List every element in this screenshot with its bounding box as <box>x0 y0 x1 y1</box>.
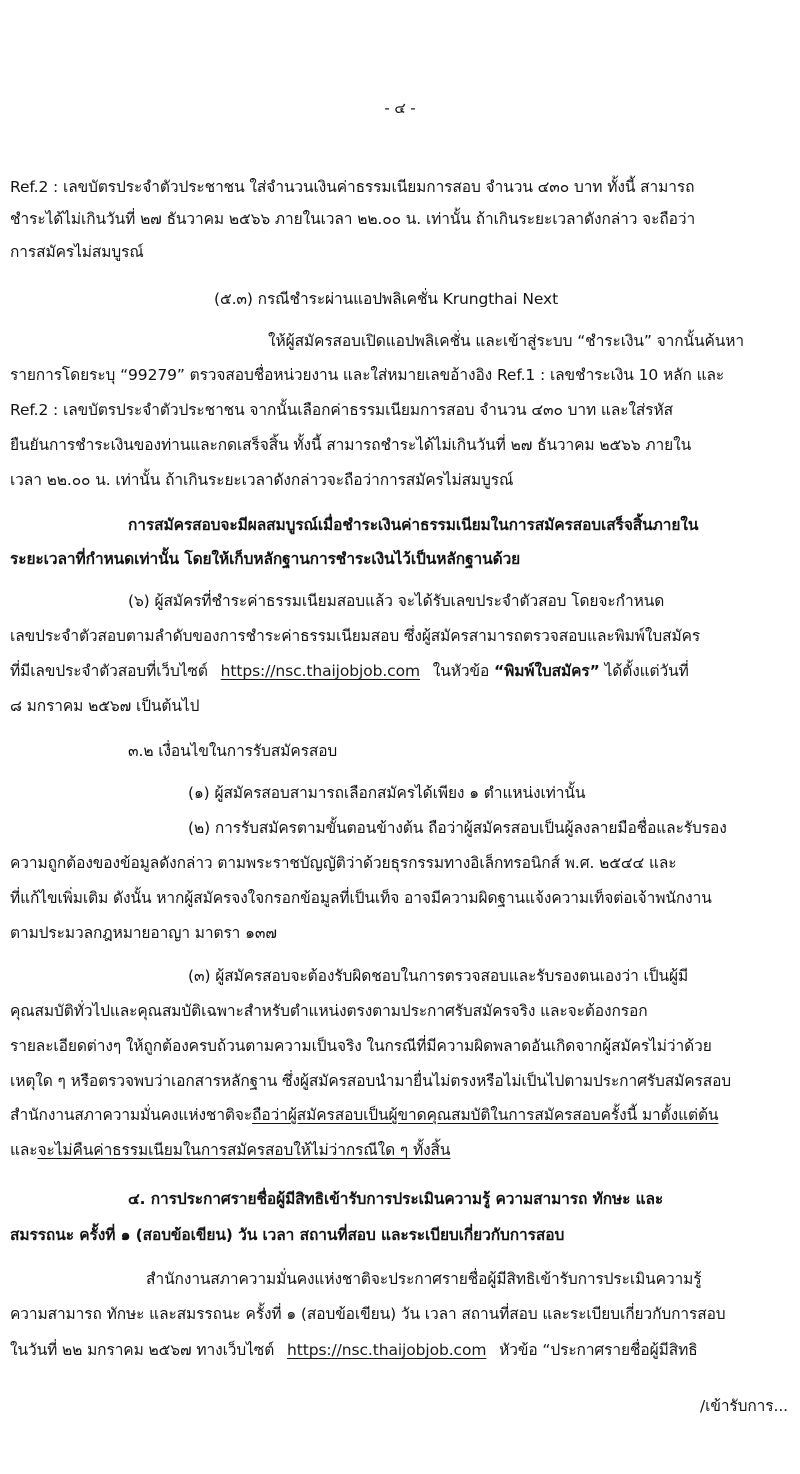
text-line: คุณสมบัติทั่วไปและคุณสมบัติเฉพาะสำหรับตำแหน่งตรงตามประกาศรับสมัครจริง และจะต้องกรอก <box>10 1002 648 1020</box>
continuation-marker: /เข้ารับการ... <box>700 1397 788 1415</box>
page-number: - ๔ - <box>384 99 416 117</box>
text-line: ให้ผู้สมัครสอบเปิดแอปพลิเคชั่น และเข้าสู่ระบบ “ชำระเงิน” จากนั้นค้นหา <box>268 332 745 350</box>
section-heading: สมรรถนะ ครั้งที่ ๑ (สอบข้อเขียน) วัน เวลา สถานที่สอบ และระเบียบเกี่ยวกับการสอบ <box>10 1226 565 1244</box>
text-line: เหตุใด ๆ หรือตรวจพบว่าเอกสารหลักฐาน ซึ่งผู้สมัครสอบนำมายื่นไม่ตรงหรือไม่เป็นไปตามประกาศรับสมัครสอบ <box>10 1072 732 1090</box>
text-segment: หัวข้อ “ประกาศรายชื่อผู้มีสิทธิ <box>499 1341 698 1359</box>
underlined-text: ถือว่าผู้สมัครสอบเป็นผู้ขาดคุณสมบัติในการสมัครสอบครั้งนี้ มาตั้งแต่ต้น <box>252 1106 719 1124</box>
text-segment: ได้ตั้งแต่วันที่ <box>604 662 689 680</box>
text-line: ชำระได้ไม่เกินวันที่ ๒๗ ธันวาคม ๒๕๖๖ ภายในเวลา ๒๒.๐๐ น. เท่านั้น ถ้าเกินระยะเวลาดังกล่าว จะถือว่า <box>10 210 696 228</box>
text-line: Ref.2 : เลขบัตรประจำตัวประชาชน ใส่จำนวนเงินค่าธรรมเนียมการสอบ จำนวน ๔๓๐ บาท ทั้งนี้ สามารถ <box>10 178 695 196</box>
text-line: ยืนยันการชำระเงินของท่านและกดเสร็จสิ้น ทั้งนี้ สามารถชำระได้ไม่เกินวันที่ ๒๗ ธันวาคม ๒๕๖๖ ภายใน <box>10 436 692 454</box>
text-line: (๖) ผู้สมัครที่ชำระค่าธรรมเนียมสอบแล้ว จะได้รับเลขประจำตัวสอบ โดยจะกำหนด <box>128 592 665 610</box>
text-segment-bold: “พิมพ์ใบสมัคร” <box>494 662 600 680</box>
text-line: เวลา ๒๒.๐๐ น. เท่านั้น ถ้าเกินระยะเวลาดังกล่าวจะถือว่าการสมัครไม่สมบูรณ์ <box>10 471 514 489</box>
website-link[interactable]: https://nsc.thaijobjob.com <box>287 1341 487 1359</box>
text-line: สำนักงานสภาความมั่นคงแห่งชาติจะประกาศรายชื่อผู้มีสิทธิเข้ารับการประเมินความรู้ <box>146 1270 702 1288</box>
underlined-text: จะไม่คืนค่าธรรมเนียมในการสมัครสอบให้ไม่ว่ากรณีใด ๆ ทั้งสิ้น <box>37 1141 451 1159</box>
text-line: การสมัครไม่สมบูรณ์ <box>10 243 144 261</box>
text-line: ความสามารถ ทักษะ และสมรรถนะ ครั้งที่ ๑ (สอบข้อเขียน) วัน เวลา สถานที่สอบ และระเบียบเกี่ยวกับการสอบ <box>10 1305 726 1323</box>
text-segment: ในวันที่ ๒๒ มกราคม ๒๕๖๗ ทางเว็บไซต์ <box>10 1341 275 1359</box>
text-line: Ref.2 : เลขบัตรประจำตัวประชาชน จากนั้นเลือกค่าธรรมเนียมการสอบ จำนวน ๔๓๐ บาท และใส่รหัส <box>10 401 673 419</box>
text-line: รายการโดยระบุ “99279” ตรวจสอบชื่อหน่วยงาน และใส่หมายเลขอ้างอิง Ref.1 : เลขชำระเงิน 10 หลัก และ <box>10 366 725 384</box>
section-heading: ๔. การประกาศรายชื่อผู้มีสิทธิเข้ารับการประเมินความรู้ ความสามารถ ทักษะ และ <box>128 1190 664 1208</box>
text-line: ความถูกต้องของข้อมูลดังกล่าว ตามพระราชบัญญัติว่าด้วยธุรกรรมทางอิเล็กทรอนิกส์ พ.ศ. ๒๕๔๔ และ <box>10 854 677 872</box>
text-line: การสมัครสอบจะมีผลสมบูรณ์เมื่อชำระเงินค่าธรรมเนียมในการสมัครสอบเสร็จสิ้นภายใน <box>128 516 699 534</box>
text-line: ระยะเวลาที่กำหนดเท่านั้น โดยให้เก็บหลักฐานการชำระเงินไว้เป็นหลักฐานด้วย <box>10 550 521 568</box>
text-line <box>10 658 800 684</box>
text-line <box>10 1337 800 1363</box>
section-heading: (๕.๓) กรณีชำระผ่านแอปพลิเคชั่น Krungthai Next <box>214 290 559 308</box>
text-line <box>10 1137 800 1163</box>
text-line <box>10 1102 800 1128</box>
text-line: ตามประมวลกฎหมายอาญา มาตรา ๑๓๗ <box>10 924 277 942</box>
section-heading: ๓.๒ เงื่อนไขในการรับสมัครสอบ <box>128 742 338 760</box>
text-line: รายละเอียดต่างๆ ให้ถูกต้องครบถ้วนตามความเป็นจริง ในกรณีที่มีความผิดพลาดอันเกิดจากผู้สมัครไม่ว่าด้วย <box>10 1037 712 1055</box>
text-segment: ในหัวข้อ <box>432 662 490 680</box>
text-line: (๑) ผู้สมัครสอบสามารถเลือกสมัครได้เพียง ๑ ตำแหน่งเท่านั้น <box>188 784 586 802</box>
text-segment: และ <box>10 1141 38 1159</box>
text-segment: ที่มีเลขประจำตัวสอบที่เว็บไซต์ <box>10 662 208 680</box>
text-segment: สำนักงานสภาความมั่นคงแห่งชาติจะ <box>10 1106 253 1124</box>
website-link[interactable]: https://nsc.thaijobjob.com <box>220 662 420 680</box>
text-line: (๓) ผู้สมัครสอบจะต้องรับผิดชอบในการตรวจสอบและรับรองตนเองว่า เป็นผู้มี <box>188 967 689 985</box>
text-line: เลขประจำตัวสอบตามลำดับของการชำระค่าธรรมเนียมสอบ ซึ่งผู้สมัครสามารถตรวจสอบและพิมพ์ใบสมัคร <box>10 627 701 645</box>
text-line: (๒) การรับสมัครตามขั้นตอนข้างต้น ถือว่าผู้สมัครสอบเป็นผู้ลงลายมือชื่อและรับรอง <box>188 819 727 837</box>
text-line: ที่แก้ไขเพิ่มเติม ดังนั้น หากผู้สมัครจงใจกรอกข้อมูลที่เป็นเท็จ อาจมีความผิดฐานแจ้งความเท็จต่อเจ้าพนักงาน <box>10 889 712 907</box>
text-line: ๘ มกราคม ๒๕๖๗ เป็นต้นไป <box>10 697 200 715</box>
